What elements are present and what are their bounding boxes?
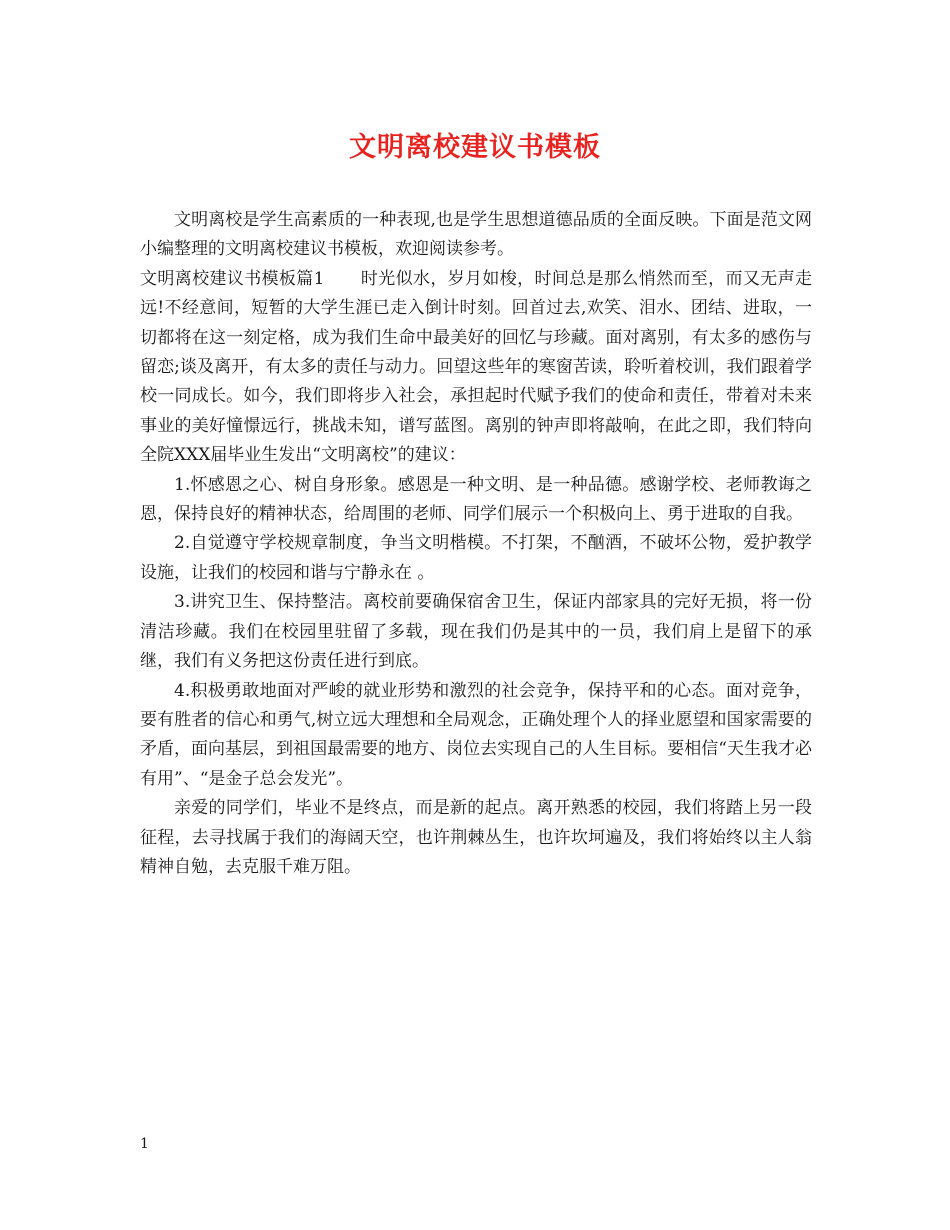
closing-paragraph: 亲爱的同学们，毕业不是终点，而是新的起点。离开熟悉的校园，我们将踏上另一段征程，去寻找属于我们的海阔天空，也许荆棘丛生，也许坎坷遍及，我们将始终以主人翁精神自勉，去克服千难万阻。 [140, 798, 812, 877]
document-body [140, 206, 812, 882]
page-number: 1 [140, 1136, 149, 1152]
list-item: 2.自觉遵守学校规章制度，争当文明楷模。不打架，不酗酒，不破坏公物，爱护教学设施，让我们的校园和谐与宁静永在 。 [140, 533, 812, 583]
list-item: 3.讲究卫生、保持整洁。离校前要确保宿舍卫生，保证内部家具的完好无损，将一份清洁珍藏。我们在校园里驻留了多载，现在我们仍是其中的一员，我们肩上是留下的承继，我们有义务把这份责任进行到底。 [140, 592, 812, 672]
intro-paragraph: 文明离校是学生高素质的一种表现,也是学生思想道德品质的全面反映。下面是范文网小编整理的文明离校建议书模板，欢迎阅读参考。 [140, 210, 812, 260]
section-heading: 文明离校建议书模板篇1 [140, 268, 325, 289]
document-title: 文明离校建议书模板 [349, 132, 601, 163]
list-item: 1.怀感恩之心、树自身形象。感恩是一种文明、是一种品德。感谢学校、老师教诲之恩，保持良好的精神状态，给周围的老师、同学们展示一个积极向上、勇于进取的自我。 [140, 474, 812, 525]
list-item: 4.积极勇敢地面对严峻的就业形势和激烈的社会竞争，保持平和的心态。面对竞争，要有胜者的信心和勇气,树立远大理想和全局观念，正确处理个人的择业愿望和国家需要的矛盾，面向基层，到祖国最需要的地方、岗位去实现自己的人生目标。要相信“天生我才必有用”、“是金子总会发光”。 [140, 680, 812, 789]
section-paragraph [140, 265, 812, 471]
section-lead-text: 时光似水，岁月如梭，时间总是那么悄然而至，而又无声走远!不经意间，短暂的大学生涯已走入倒计时刻。回首过去,欢笑、泪水、团结、进取，一切都将在这一刻定格，成为我们生命中最美好的回忆与珍藏。面对离别，有太多的感伤与留恋;谈及离开，有太多的责任与动力。回望这些年的寒窗苦读，聆听着校训，我们跟着学校一同成长。如今，我们即将步入社会，承担起时代赋予我们的使命和责任，带着对未来事业的美好憧憬远行，挑战未知，谱写蓝图。离别的钟声即将敲响，在此之即，我们特向全院XXX届毕业生发出“文明离校”的建议： [140, 268, 812, 466]
